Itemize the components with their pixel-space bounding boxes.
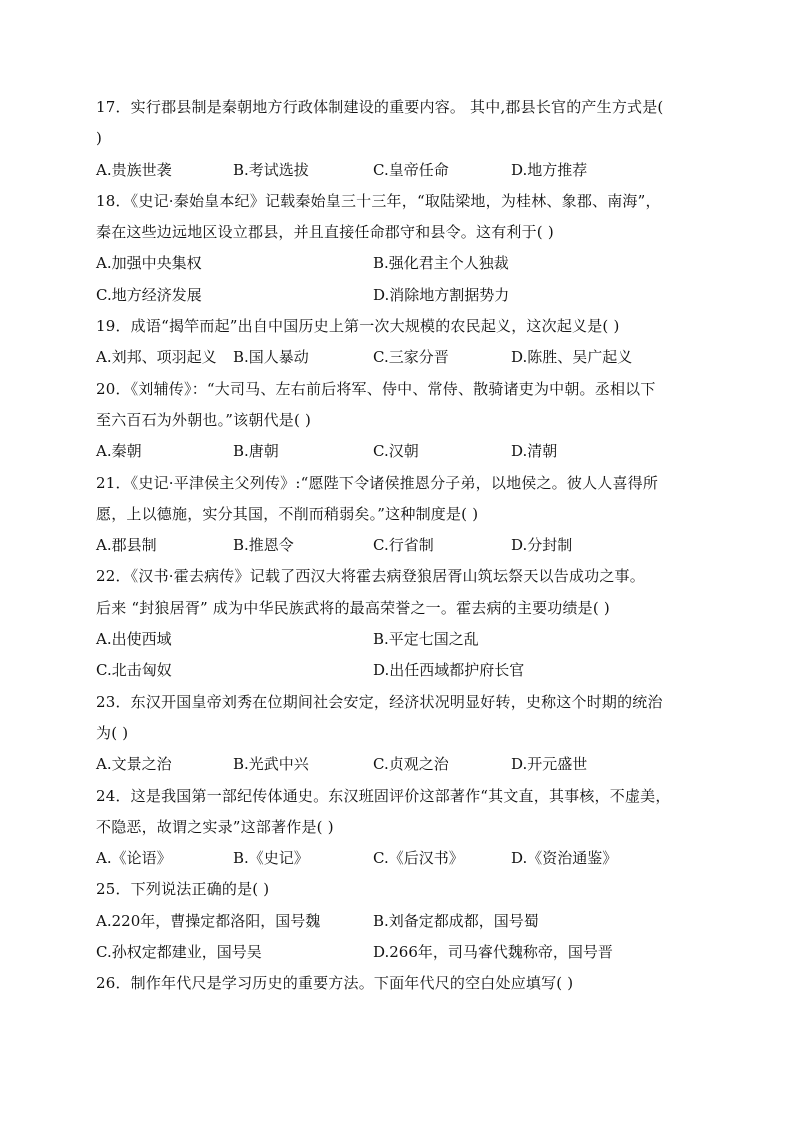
options-row: [96, 655, 700, 686]
option-c: C.贞观之治: [373, 755, 449, 774]
options-row: [96, 248, 700, 279]
option-a: A.贵族世袭: [96, 160, 172, 179]
question-25: [96, 874, 700, 968]
question-stem-line: 20．《刘辅传》：“大司马、左右前后将军、侍中、常侍、散骑诸吏为中朝。丞相以下: [96, 379, 656, 398]
options-row: [96, 624, 700, 655]
option-c: C.三家分晋: [373, 348, 449, 367]
option-c: C.行省制: [373, 536, 434, 555]
option-a: A.文景之治: [96, 755, 172, 774]
option-d: D.266年，司马睿代魏称帝，国号晋: [373, 943, 613, 962]
option-c: C.《后汉书》: [373, 849, 464, 868]
options-row: [96, 155, 700, 186]
question-stem-line: 为( ): [96, 723, 129, 742]
question-stem-line: 不隐恶，故谓之实录”这部著作是( ): [96, 817, 334, 836]
question-20: [96, 374, 700, 468]
option-c: C.皇帝任命: [373, 160, 449, 179]
question-stem-line: 26．制作年代尺是学习历史的重要方法。下面年代尺的空白处应填写( ): [96, 974, 574, 993]
option-d: D.清朝: [511, 442, 558, 461]
options-row: [96, 436, 700, 467]
option-d: D.地方推荐: [511, 160, 588, 179]
question-17: [96, 92, 700, 186]
question-stem-line: 18．《史记·秦始皇本纪》记载秦始皇三十三年，“取陆梁地，为桂林、象郡、南海”，: [96, 191, 661, 210]
options-row: [96, 906, 700, 937]
question-stem-line: 25．下列说法正确的是( ): [96, 880, 270, 899]
option-d: D.陈胜、吴广起义: [511, 348, 633, 367]
question-stem-line: 24．这是我国第一部纪传体通史。东汉班固评价这部著作“其文直，其事核，不虚美，: [96, 786, 671, 805]
option-c: C.地方经济发展: [96, 285, 202, 304]
option-d: D.消除地方割据势力: [373, 285, 510, 304]
option-d: D.《资治通鉴》: [511, 849, 618, 868]
question-19: [96, 311, 700, 374]
question-22: [96, 561, 700, 686]
options-row: [96, 937, 700, 968]
question-stem-line: 后来 “封狼居胥” 成为中华民族武将的最高荣誉之一。霍去病的主要功绩是( ): [96, 598, 610, 617]
option-b: B.考试选拔: [233, 160, 309, 179]
question-23: [96, 687, 700, 781]
question-21: [96, 468, 700, 562]
options-row: [96, 749, 700, 780]
option-d: D.分封制: [511, 536, 573, 555]
option-b: B.国人暴动: [233, 348, 309, 367]
options-row: [96, 342, 700, 373]
options-row: [96, 530, 700, 561]
options-row: [96, 843, 700, 874]
option-c: C.孙权定都建业，国号吴: [96, 943, 262, 962]
option-b: B.刘备定都成都，国号蜀: [373, 911, 539, 930]
question-stem-line: 19．成语“揭竿而起”出自中国历史上第一次大规模的农民起义，这次起义是( ): [96, 317, 620, 336]
question-stem-line: 愿，上以德施，实分其国，不削而稍弱矣。”这种制度是( ): [96, 504, 479, 523]
question-stem-line: 23．东汉开国皇帝刘秀在位期间社会安定，经济状况明显好转，史称这个时期的统治: [96, 692, 663, 711]
option-d: D.出任西域都护府长官: [373, 661, 525, 680]
option-a: A.郡县制: [96, 536, 157, 555]
option-b: B.《史记》: [233, 849, 309, 868]
question-stem-line: ): [96, 129, 103, 148]
option-c: C.北击匈奴: [96, 661, 172, 680]
option-a: A.加强中央集权: [96, 254, 202, 273]
option-a: A.220年，曹操定都洛阳，国号魏: [96, 911, 321, 930]
option-b: B.平定七国之乱: [373, 630, 479, 649]
question-24: [96, 781, 700, 875]
option-a: A.刘邦、项羽起义: [96, 348, 217, 367]
option-a: A.秦朝: [96, 442, 142, 461]
question-stem-line: 至六百石为外朝也。”该朝代是( ): [96, 410, 312, 429]
options-row: [96, 280, 700, 311]
question-stem-line: 21．《史记·平津侯主父列传》:“愿陛下令诸侯推恩分子弟，以地侯之。彼人人喜得所: [96, 473, 659, 492]
question-stem-line: 秦在这些边远地区设立郡县，并且直接任命郡守和县令。这有利于( ): [96, 223, 554, 242]
question-list: [96, 92, 700, 1000]
option-b: B.光武中兴: [233, 755, 309, 774]
question-stem-line: 17．实行郡县制是秦朝地方行政体制建设的重要内容。 其中,郡县长官的产生方式是(: [96, 98, 664, 116]
option-c: C.汉朝: [373, 442, 419, 461]
option-d: D.开元盛世: [511, 755, 588, 774]
option-b: B.推恩令: [233, 536, 294, 555]
option-b: B.强化君主个人独裁: [373, 254, 509, 273]
option-a: A.《论语》: [96, 849, 172, 868]
question-26: [96, 968, 700, 999]
option-b: B.唐朝: [233, 442, 279, 461]
question-stem-line: 22．《汉书·霍去病传》记载了西汉大将霍去病登狼居胥山筑坛祭天以告成功之事。: [96, 567, 645, 586]
option-a: A.出使西域: [96, 630, 172, 649]
question-18: [96, 186, 700, 311]
